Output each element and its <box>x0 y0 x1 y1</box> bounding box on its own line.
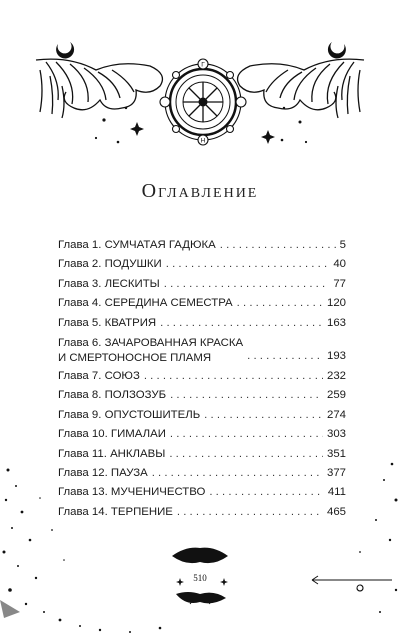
toc-entry-title: Глава 13. МУЧЕНИЧЕСТВО <box>58 486 206 499</box>
compass-letter-top: Г <box>201 61 205 69</box>
toc-entry-title: Глава 11. АНКЛАВЫ <box>58 447 166 460</box>
toc-entry-page: 303 <box>326 428 346 441</box>
toc-entry-title: Глава 9. ОПУСТОШИТЕЛЬ <box>58 408 201 421</box>
toc-entry <box>58 314 346 333</box>
leader-dots <box>237 294 323 313</box>
toc-entry-page: 274 <box>326 408 346 421</box>
leader-dots <box>144 367 323 386</box>
toc-entry-page: 120 <box>326 297 346 310</box>
leader-dots <box>220 236 336 255</box>
toc-entry <box>58 386 346 405</box>
toc-entry-page: 351 <box>326 447 346 460</box>
toc-heading: Оглавление <box>141 180 259 202</box>
leader-dots <box>247 347 323 366</box>
toc-entry <box>58 236 346 255</box>
footer-ornament <box>0 430 400 639</box>
toc-entry-page: 232 <box>326 369 346 382</box>
header-ornament <box>0 0 400 160</box>
toc-entry-title: Глава 4. СЕРЕДИНА СЕМЕСТРА <box>58 297 233 310</box>
toc-entry <box>58 333 346 367</box>
toc-entry-title: Глава 1. СУМЧАТАЯ ГАДЮКА <box>58 239 216 251</box>
toc-entry-page: 411 <box>327 486 346 499</box>
compass-emblem <box>160 59 246 145</box>
toc-entry <box>58 275 346 294</box>
toc-entry-page: 193 <box>326 349 346 362</box>
toc-entry-page: 163 <box>326 316 346 329</box>
leader-dots <box>204 406 323 425</box>
leader-dots <box>166 255 330 274</box>
toc-entry-page: 77 <box>333 277 346 290</box>
toc-entry-page: 40 <box>333 258 346 271</box>
toc-entry-page: 377 <box>326 466 346 479</box>
toc-entry-title: Глава 5. КВАТРИЯ <box>58 316 157 329</box>
toc-entry-title-line1: Глава 6. ЗАЧАРОВАННАЯ КРАСКА <box>58 336 244 349</box>
paint-splatter-right <box>359 463 397 613</box>
toc-entry-title: Глава 7. СОЮЗ <box>58 369 140 382</box>
leader-dots <box>160 314 323 333</box>
arrow-ornament <box>312 576 392 591</box>
toc-entry <box>58 255 346 274</box>
toc-entry-title: Глава 8. ПОЛЗОЗУБ <box>58 389 167 402</box>
toc-entry-title: Глава 14. ТЕРПЕНИЕ <box>58 505 173 518</box>
paint-splatter-left <box>0 469 161 634</box>
toc-entry <box>58 406 346 425</box>
toc-entry-title: Глава 10. ГИМАЛАИ <box>58 428 166 441</box>
toc-entry-title <box>58 336 243 366</box>
toc-entry <box>58 294 346 313</box>
toc-entry-page: 465 <box>326 505 346 518</box>
toc-entry-page: 259 <box>326 389 346 402</box>
page-number: 510 <box>193 573 207 583</box>
crescent-moon-icon-left <box>56 42 74 59</box>
toc-entry-title-line2: И СМЕРТОНОСНОЕ ПЛАМЯ <box>58 351 212 364</box>
toc-entry-title: Глава 12. ПАУЗА <box>58 466 148 479</box>
cloud-ornament-left <box>36 59 162 118</box>
toc-entry-page: 5 <box>339 239 346 251</box>
toc-entry <box>58 367 346 386</box>
toc-entry-title: Глава 3. ЛЕСКИТЫ <box>58 277 160 290</box>
leader-dots <box>164 275 330 294</box>
compass-letter-bottom: Н <box>200 137 206 145</box>
toc-entry-title: Глава 2. ПОДУШКИ <box>58 258 162 271</box>
crescent-moon-icon-right <box>328 42 346 59</box>
leader-dots <box>170 386 323 405</box>
cloud-ornament-right <box>238 59 364 118</box>
